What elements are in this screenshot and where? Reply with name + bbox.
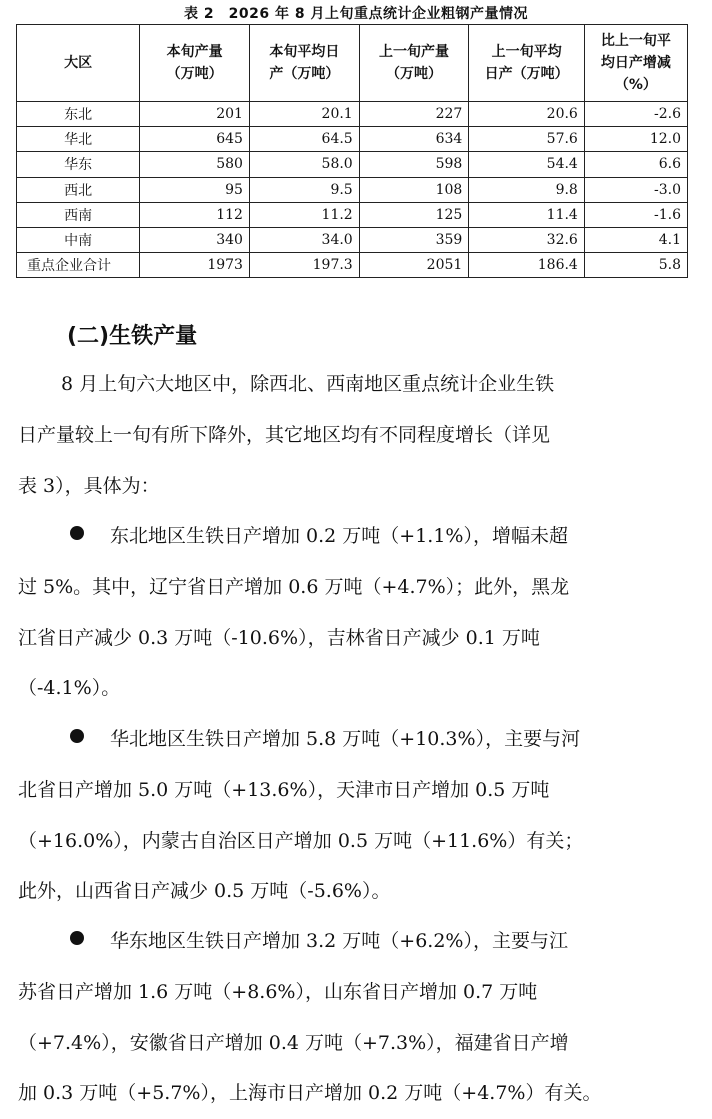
table-cell: 11.2: [249, 202, 359, 227]
text-line: 8 月上旬六大地区中，除西北、西南地区重点统计企业生铁: [61, 373, 555, 395]
column-header: 大区: [17, 25, 140, 102]
table-cell: 54.4: [469, 152, 585, 177]
bullet-dot-icon: [70, 526, 84, 540]
column-header: 本旬平均日 产（万吨）: [249, 25, 359, 102]
table-cell: 108: [359, 177, 469, 202]
text-line: 苏省日产增加 1.6 万吨（+8.6%），山东省日产增加 0.7 万吨: [18, 980, 538, 1003]
table-cell: 57.6: [469, 127, 585, 152]
text-line: 江省日产减少 0.3 万吨（-10.6%），吉林省日产减少 0.1 万吨: [18, 626, 540, 649]
table-cell: 东北: [17, 102, 140, 127]
text-line: 华东地区生铁日产增加 3.2 万吨（+6.2%），主要与江: [18, 916, 686, 967]
table-row: [17, 102, 688, 127]
text-line: 东北地区生铁日产增加 0.2 万吨（+1.1%），增幅未超: [18, 511, 686, 562]
bullet-dot-icon: [70, 729, 84, 743]
table-row: [17, 227, 688, 252]
table-row: [17, 202, 688, 227]
text-line: 表 3），具体为：: [18, 474, 160, 497]
table-cell: 340: [140, 227, 250, 252]
column-header: 本旬产量 （万吨）: [140, 25, 250, 102]
table-cell: 华北: [17, 127, 140, 152]
table-cell: 华东: [17, 152, 140, 177]
table-cell: 64.5: [249, 127, 359, 152]
table-cell: 112: [140, 202, 250, 227]
table-cell: 重点企业合计: [17, 253, 140, 278]
column-header: 上一旬产量 （万吨）: [359, 25, 469, 102]
table-cell: 9.5: [249, 177, 359, 202]
table-cell: 95: [140, 177, 250, 202]
bullet-paragraph-north: [18, 714, 686, 917]
table-cell: 20.1: [249, 102, 359, 127]
table-cell: -2.6: [584, 102, 687, 127]
bullet-paragraph-northeast: [18, 511, 686, 714]
column-header: 比上一旬平 均日产增减 （%）: [584, 25, 687, 102]
bullet-paragraph-east: [18, 916, 686, 1119]
table-header-row: [17, 25, 688, 102]
table-cell: 西南: [17, 202, 140, 227]
table-cell: 227: [359, 102, 469, 127]
table-cell: -1.6: [584, 202, 687, 227]
text-line: 北省日产增加 5.0 万吨（+13.6%），天津市日产增加 0.5 万吨: [18, 778, 550, 801]
bullet-dot-icon: [70, 931, 84, 945]
table-cell: 197.3: [249, 253, 359, 278]
text-line: 加 0.3 万吨（+5.7%），上海市日产增加 0.2 万吨（+4.7%）有关。: [18, 1082, 602, 1105]
table-cell: 598: [359, 152, 469, 177]
table-cell: -3.0: [584, 177, 687, 202]
column-header: 上一旬平均 日产（万吨）: [469, 25, 585, 102]
table-cell: 1973: [140, 253, 250, 278]
section-heading: (二)生铁产量: [67, 324, 198, 349]
table-cell: 32.6: [469, 227, 585, 252]
text-line: 此外，山西省日产减少 0.5 万吨（-5.6%）。: [18, 880, 391, 903]
text-line: 华北地区生铁日产增加 5.8 万吨（+10.3%），主要与河: [18, 714, 686, 765]
intro-paragraph: [18, 359, 686, 511]
table-cell: 201: [140, 102, 250, 127]
table-cell: 4.1: [584, 227, 687, 252]
table-cell: 580: [140, 152, 250, 177]
table-cell: 20.6: [469, 102, 585, 127]
table-row: [17, 127, 688, 152]
table-cell: 34.0: [249, 227, 359, 252]
table-cell: 634: [359, 127, 469, 152]
table-cell: 125: [359, 202, 469, 227]
text-line: 过 5%。其中，辽宁省日产增加 0.6 万吨（+4.7%）；此外，黑龙: [18, 575, 570, 598]
table-cell: 2051: [359, 253, 469, 278]
table-row: [17, 177, 688, 202]
table-total-row: [17, 253, 688, 278]
table-cell: 9.8: [469, 177, 585, 202]
table-cell: 西北: [17, 177, 140, 202]
text-line: 日产量较上一旬有所下降外，其它地区均有不同程度增长（详见: [18, 423, 551, 446]
text-line: （+7.4%），安徽省日产增加 0.4 万吨（+7.3%），福建省日产增: [18, 1031, 569, 1054]
table-cell: 12.0: [584, 127, 687, 152]
table-cell: 中南: [17, 227, 140, 252]
text-line: （-4.1%）。: [18, 677, 121, 700]
table-cell: 186.4: [469, 253, 585, 278]
table-caption: 表 2 2026 年 8 月上旬重点统计企业粗钢产量情况: [184, 6, 528, 22]
text-line: （+16.0%），内蒙古自治区日产增加 0.5 万吨（+11.6%）有关；: [18, 829, 584, 852]
table-row: [17, 152, 688, 177]
crude-steel-table: [16, 24, 688, 278]
table-cell: 5.8: [584, 253, 687, 278]
table-cell: 645: [140, 127, 250, 152]
table-cell: 58.0: [249, 152, 359, 177]
table-cell: 6.6: [584, 152, 687, 177]
table-cell: 11.4: [469, 202, 585, 227]
table-cell: 359: [359, 227, 469, 252]
